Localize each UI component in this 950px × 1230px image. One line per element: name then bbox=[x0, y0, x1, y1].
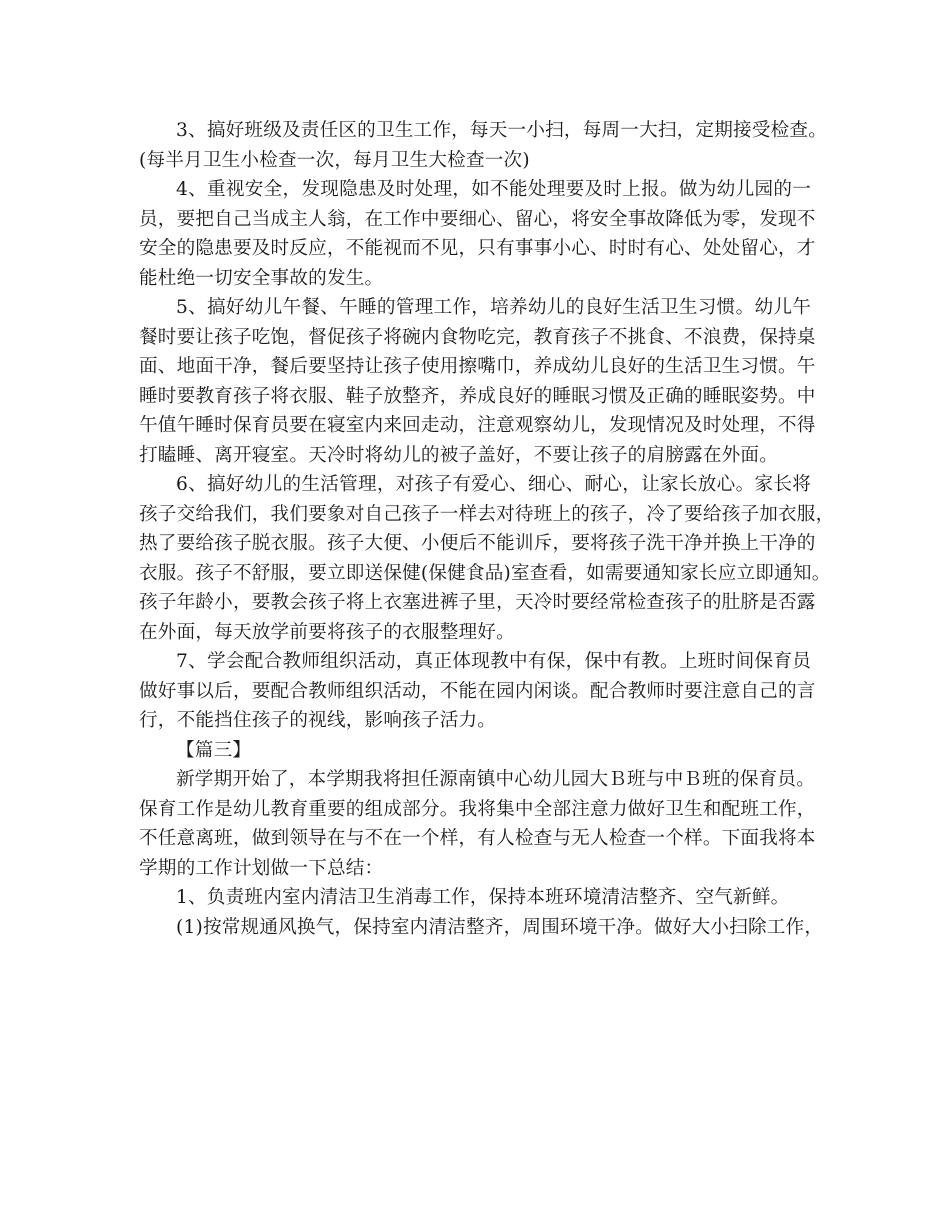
section-heading-text: 【篇三】 bbox=[176, 739, 252, 761]
paragraph-item-4 bbox=[139, 175, 816, 293]
text-line: 行，不能挡住孩子的视线，影响孩子活力。 bbox=[139, 710, 497, 731]
text-line: 3、搞好班级及责任区的卫生工作，每天一小扫，每周一大扫，定期接受检查。 bbox=[176, 120, 828, 141]
text-line: 睡时要教育孩子将衣服、鞋子放整齐，养成良好的睡眠习惯及正确的睡眠姿势。中 bbox=[139, 385, 816, 407]
text-line: 员，要把自己当成主人翁，在工作中要细心、留心，将安全事故降低为零，发现不 bbox=[139, 208, 816, 230]
section-heading bbox=[139, 736, 811, 766]
paragraph-intro bbox=[139, 765, 816, 883]
text-line: 衣服。孩子不舒服，要立即送保健(保健食品)室查看，如需要通知家长应立即通知。 bbox=[139, 562, 831, 584]
paragraph-item-3 bbox=[139, 116, 828, 175]
text-line: 5、搞好幼儿午餐、午睡的管理工作，培养幼儿的良好生活卫生习惯。幼儿午 bbox=[176, 297, 811, 318]
paragraph-subitem-1 bbox=[139, 913, 824, 943]
text-line: 安全的隐患要及时反应，不能视而不见，只有事事小心、时时有心、处处留心，才 bbox=[139, 238, 816, 259]
text-line: 打瞌睡、离开寝室。天冷时将幼儿的被子盖好，不要让孩子的肩膀露在外面。 bbox=[139, 444, 778, 466]
text-line: 餐时要让孩子吃饱，督促孩子将碗内食物吃完，教育孩子不挑食、不浪费，保持桌 bbox=[139, 326, 816, 348]
text-line: (1)按常规通风换气，保持室内清洁整齐，周围环境干净。做好大小扫除工作， bbox=[176, 916, 824, 938]
text-line: 能杜绝一切安全事故的发生。 bbox=[139, 267, 384, 289]
text-line: 孩子交给我们，我们要象对自己孩子一样去对待班上的孩子，冷了要给孩子加衣服， bbox=[139, 503, 835, 525]
text-line: 4、重视安全，发现隐患及时处理，如不能处理要及时上报。做为幼儿园的一 bbox=[176, 179, 811, 200]
paragraph-item-5 bbox=[139, 293, 816, 470]
text-line: 保育工作是幼儿教育重要的组成部分。我将集中全部注意力做好卫生和配班工作， bbox=[139, 798, 816, 820]
text-line: 7、学会配合教师组织活动，真正体现教中有保，保中有教。上班时间保育员 bbox=[176, 651, 811, 672]
paragraph-item-7 bbox=[139, 647, 816, 736]
text-line: 6、搞好幼儿的生活管理，对孩子有爱心、细心、耐心，让家长放心。家长将 bbox=[176, 474, 811, 495]
paragraph-item-1 bbox=[139, 883, 811, 913]
document-page bbox=[139, 116, 835, 942]
text-line: 面、地面干净，餐后要坚持让孩子使用擦嘴巾，养成幼儿良好的生活卫生习惯。午 bbox=[139, 356, 816, 377]
text-line: 1、负责班内室内清洁卫生消毒工作，保持本班环境清洁整齐、空气新鲜。 bbox=[176, 887, 790, 908]
paragraph-item-6 bbox=[139, 470, 835, 647]
text-line: 热了要给孩子脱衣服。孩子大便、小便后不能训斥，要将孩子洗干净并换上干净的 bbox=[139, 533, 816, 554]
text-line: 做好事以后，要配合教师组织活动，不能在园内闲谈。配合教师时要注意自己的言 bbox=[139, 680, 816, 702]
text-line: 学期的工作计划做一下总结： bbox=[139, 857, 384, 879]
text-line: 午值午睡时保育员要在寝室内来回走动，注意观察幼儿，发现情况及时处理，不得 bbox=[139, 415, 816, 436]
text-line: (每半月卫生小检查一次，每月卫生大检查一次) bbox=[139, 149, 530, 171]
text-line: 新学期开始了，本学期我将担任源南镇中心幼儿园大Ｂ班与中Ｂ班的保育员。 bbox=[176, 769, 815, 790]
text-line: 孩子年龄小，要教会孩子将上衣塞进裤子里，天冷时要经常检查孩子的肚脐是否露 bbox=[139, 592, 816, 613]
text-line: 不任意离班，做到领导在与不在一个样，有人检查与无人检查一个样。下面我将本 bbox=[139, 828, 816, 849]
text-line: 在外面，每天放学前要将孩子的衣服整理好。 bbox=[139, 621, 515, 643]
